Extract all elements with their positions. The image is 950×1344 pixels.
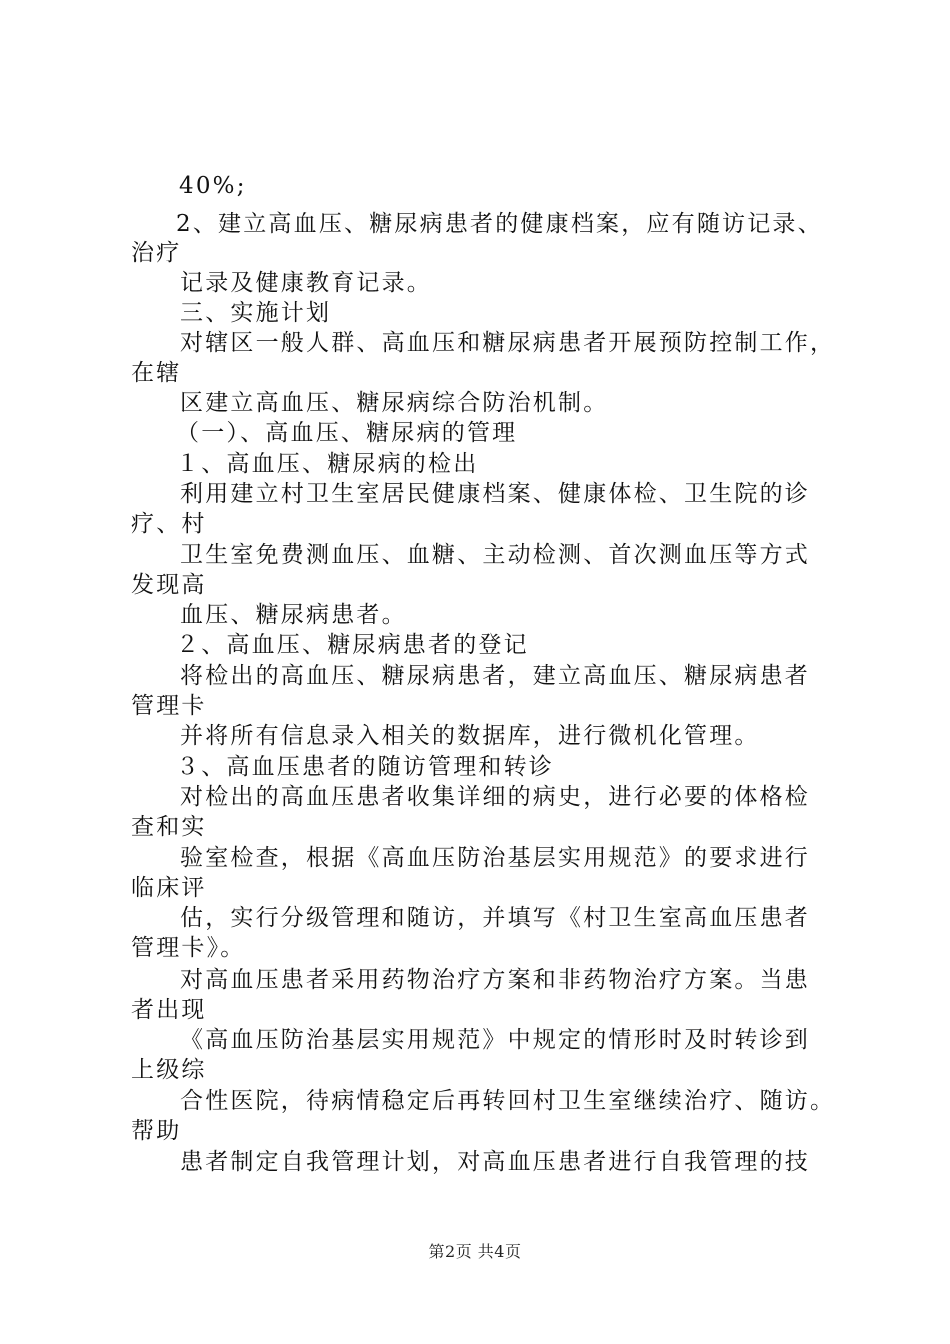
- text-line: 区建立高血压、糖尿病综合防治机制。: [180, 390, 609, 416]
- text-line: 卫生室免费测血压、血糖、主动检测、首次测血压等方式: [180, 542, 810, 568]
- page-footer: 第2页 共4页: [428, 1242, 522, 1261]
- text-line: 帮助: [131, 1118, 182, 1144]
- text-line: 三、实施计划: [180, 300, 332, 326]
- text-line: 40%;: [179, 173, 247, 199]
- text-line: 对检出的高血压患者收集详细的病史，进行必要的体格检: [180, 784, 810, 810]
- text-line: 并将所有信息录入相关的数据库，进行微机化管理。: [180, 723, 760, 749]
- text-line: 《高血压防治基层实用规范》中规定的情形时及时转诊到: [180, 1027, 810, 1053]
- text-line: 查和实: [131, 814, 207, 840]
- text-line: 者出现: [131, 997, 207, 1023]
- text-line: 对高血压患者采用药物治疗方案和非药物治疗方案。当患: [180, 967, 810, 993]
- text-line: 上级综: [131, 1057, 207, 1083]
- text-line: 临床评: [131, 875, 207, 901]
- text-line: 在辖: [131, 360, 182, 386]
- text-line: 管理卡》。: [131, 935, 246, 961]
- text-line: 合性医院，待病情稳定后再转回村卫生室继续治疗、随访。: [180, 1088, 836, 1114]
- text-line: 验室检查，根据《高血压防治基层实用规范》的要求进行: [180, 845, 810, 871]
- text-line: １、高血压、糖尿病的检出: [176, 451, 479, 477]
- text-line: ３、高血压患者的随访管理和转诊: [176, 754, 554, 780]
- text-line: ２、高血压、糖尿病患者的登记: [176, 632, 529, 658]
- text-line: 管理卡: [131, 693, 207, 719]
- text-line: （一）、高血压、糖尿病的管理: [176, 420, 518, 446]
- text-line: 记录及健康教育记录。: [180, 270, 432, 296]
- text-line: 利用建立村卫生室居民健康档案、健康体检、卫生院的诊: [180, 481, 810, 507]
- text-line: 发现高: [131, 572, 207, 598]
- text-line: 对辖区一般人群、高血压和糖尿病患者开展预防控制工作，: [180, 330, 836, 356]
- text-line: 治疗: [131, 240, 182, 266]
- text-line: 血压、糖尿病患者。: [180, 602, 407, 628]
- text-line: 估，实行分级管理和随访，并填写《村卫生室高血压患者: [180, 905, 810, 931]
- text-line: 患者制定自我管理计划，对高血压患者进行自我管理的技: [180, 1149, 810, 1175]
- text-line: 将检出的高血压、糖尿病患者，建立高血压、糖尿病患者: [180, 663, 810, 689]
- text-line: 2、建立高血压、糖尿病患者的健康档案，应有随访记录、: [176, 211, 823, 237]
- text-line: 疗、村: [131, 511, 207, 537]
